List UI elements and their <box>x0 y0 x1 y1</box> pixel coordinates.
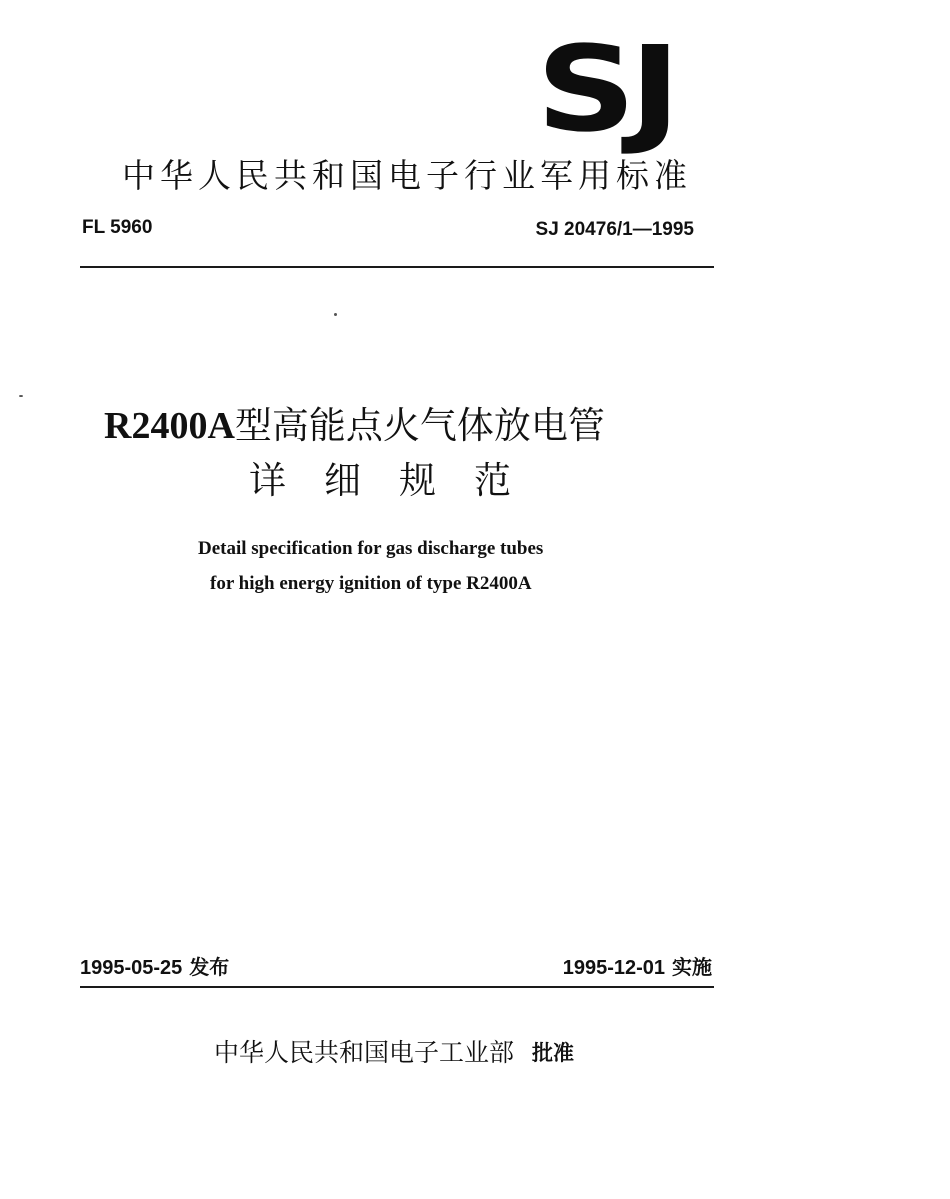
standard-category-title: 中华人民共和国电子行业军用标准 <box>122 156 692 195</box>
issue-date-value: 1995-05-25 <box>80 957 183 979</box>
classification-code: FL 5960 <box>82 217 153 238</box>
approving-authority: 中华人民共和国电子工业部 <box>214 1038 515 1067</box>
document-title-en-line2: for high energy ignition of type R2400A <box>210 573 532 594</box>
bottom-divider <box>80 986 714 988</box>
document-title-zh-line2: 详细规范 <box>249 459 549 502</box>
document-title-zh-line1 <box>104 395 605 449</box>
effective-date-value: 1995-12-01 <box>562 957 666 979</box>
top-divider <box>80 266 714 268</box>
issue-label: 发布 <box>189 955 230 979</box>
document-title-en-line1: Detail specification for gas discharge tubes <box>198 538 544 559</box>
speck-mark <box>334 313 337 316</box>
approval-label: 批准 <box>532 1041 574 1065</box>
effective-label: 实施 <box>672 955 712 979</box>
effective-date <box>563 951 712 980</box>
sj-logo: SJ <box>536 20 674 158</box>
title-rest: 型高能点火气体放电管 <box>234 404 605 447</box>
model-number: R2400A <box>104 405 235 447</box>
issue-date <box>80 951 229 980</box>
standard-number: SJ 20476/1—1995 <box>535 219 694 240</box>
speck-mark <box>19 395 23 397</box>
